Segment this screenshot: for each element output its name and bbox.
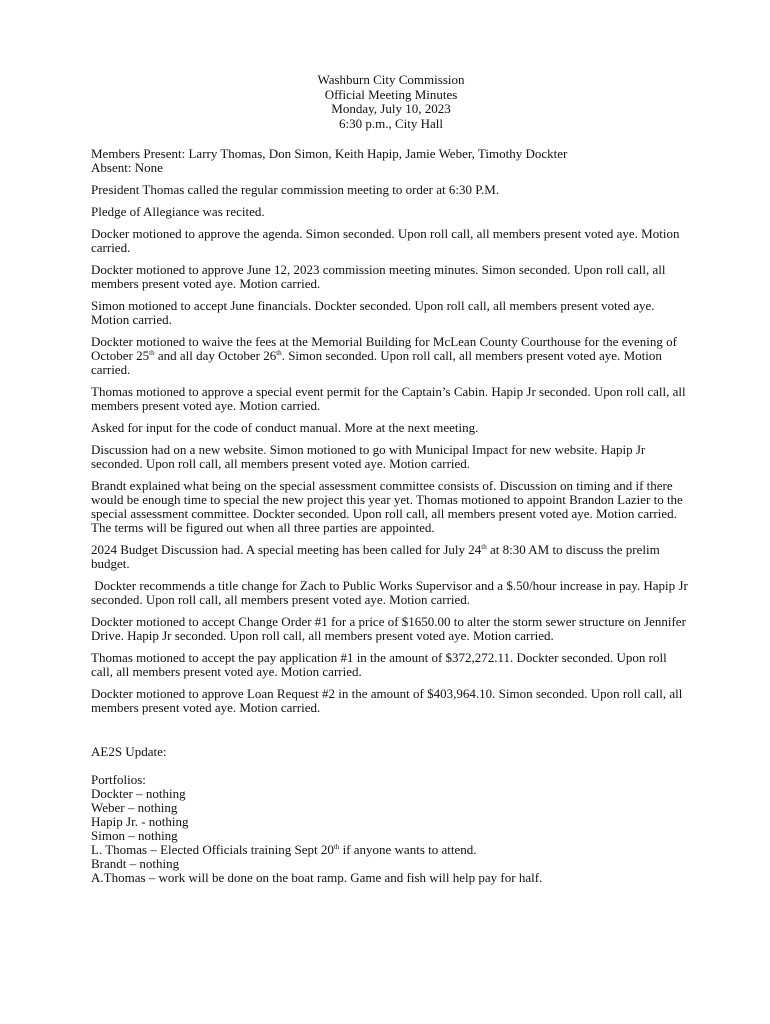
motion-waive-fees	[91, 335, 691, 377]
header-document-type: Official Meeting Minutes	[324, 86, 458, 102]
portfolio-dockter: Dockter – nothing	[91, 786, 186, 801]
l-thomas-text-1: L. Thomas – Elected Officials training Sept 20	[91, 842, 334, 857]
call-to-order: President Thomas called the regular commission meeting to order at 6:30 P.M.	[91, 182, 500, 197]
motion-prior-minutes: Dockter motioned to approve June 12, 2023 commission meeting minutes. Simon seconded. Upon roll call, all members present voted aye. Motion carried.	[91, 262, 666, 291]
motion-financials: Simon motioned to accept June financials. Dockter seconded. Upon roll call, all members present voted aye. Motion carried.	[91, 298, 655, 327]
members-absent: Absent: None	[91, 160, 163, 175]
attendance-block	[91, 147, 691, 175]
budget-text-1: 2024 Budget Discussion had. A special meeting has been called for July 24	[91, 542, 482, 557]
portfolio-a-thomas: A.Thomas – work will be done on the boat ramp. Game and fish will help pay for half.	[91, 870, 543, 885]
header-meeting-date: Monday, July 10, 2023	[331, 101, 451, 116]
conduct-manual-note: Asked for input for the code of conduct manual. More at the next meeting.	[91, 420, 479, 435]
portfolio-simon: Simon – nothing	[91, 828, 178, 843]
l-thomas-text-2: if anyone wants to attend.	[339, 842, 477, 857]
members-present: Members Present: Larry Thomas, Don Simon, Keith Hapip, Jamie Weber, Timothy Dockter	[91, 146, 568, 161]
waive-fees-sup-2: th	[276, 349, 282, 357]
portfolios-section	[91, 773, 691, 885]
minutes-document	[91, 73, 691, 885]
budget-sup: th	[481, 543, 487, 551]
header-commission-name: Washburn City Commission	[317, 72, 465, 87]
waive-fees-text-3: . Simon seconded. Upon roll call, all members present voted aye. Motion carried.	[91, 348, 662, 377]
motion-change-order: Dockter motioned to accept Change Order #1 for a price of $1650.00 to alter the storm sewer structure on Jennifer Drive. Hapip Jr seconded. Upon roll call, all members present voted aye. Motion carried.	[91, 614, 686, 643]
l-thomas-sup: th	[333, 843, 340, 851]
budget-text-2: at 8:30 AM to discuss the prelim budget.	[91, 542, 660, 571]
portfolio-weber: Weber – nothing	[91, 800, 178, 815]
portfolio-l-thomas	[91, 843, 691, 857]
portfolio-brandt: Brandt – nothing	[91, 856, 180, 871]
motion-pay-application: Thomas motioned to accept the pay application #1 in the amount of $372,272.11. Dockter seconded. Upon roll call, all members present voted aye. Motion carried.	[91, 650, 667, 679]
motion-loan-request: Dockter motioned to approve Loan Request #2 in the amount of $403,964.10. Simon seconded. Upon roll call, all members present voted aye. Motion carried.	[91, 686, 683, 715]
section-spacer	[91, 759, 691, 773]
ae2s-update-heading: AE2S Update:	[91, 744, 167, 759]
budget-discussion	[91, 543, 691, 571]
motion-agenda: Docker motioned to approve the agenda. Simon seconded. Upon roll call, all members present voted aye. Motion carried.	[91, 226, 680, 255]
waive-fees-text-1: Dockter motioned to waive the fees at the Memorial Building for McLean County Courthouse for the evening of October 25	[91, 334, 677, 363]
portfolio-hapip: Hapip Jr. - nothing	[91, 814, 189, 829]
pledge-of-allegiance: Pledge of Allegiance was recited.	[91, 204, 265, 219]
motion-event-permit: Thomas motioned to approve a special event permit for the Captain’s Cabin. Hapip Jr seconded. Upon roll call, all members present voted aye. Motion carried.	[91, 384, 686, 413]
section-spacer	[91, 723, 691, 745]
motion-website: Discussion had on a new website. Simon motioned to go with Municipal Impact for new website. Hapip Jr seconded. Upon roll call, all members present voted aye. Motion carried.	[91, 442, 646, 471]
portfolios-heading: Portfolios:	[91, 772, 146, 787]
motion-assessment-committee: Brandt explained what being on the special assessment committee consists of. Discussion on timing and if there would be enough time to special the new project this year yet. Thomas motioned to appoint Brandon Lazier to the special assessment committee. Dockter seconded. Upon roll call, all members present voted aye. Motion carried. The terms will be figured out when all three parties are appointed.	[91, 478, 683, 535]
waive-fees-text-2: and all day October 26	[154, 348, 277, 363]
title-change-recommendation: Dockter recommends a title change for Zach to Public Works Supervisor and a $.50/hour increase in pay. Hapip Jr seconded. Upon roll call, all members present voted aye. Motion carried.	[91, 578, 692, 607]
waive-fees-sup-1: th	[149, 349, 155, 357]
header-meeting-time-place: 6:30 p.m., City Hall	[339, 115, 443, 131]
document-header	[91, 73, 691, 131]
